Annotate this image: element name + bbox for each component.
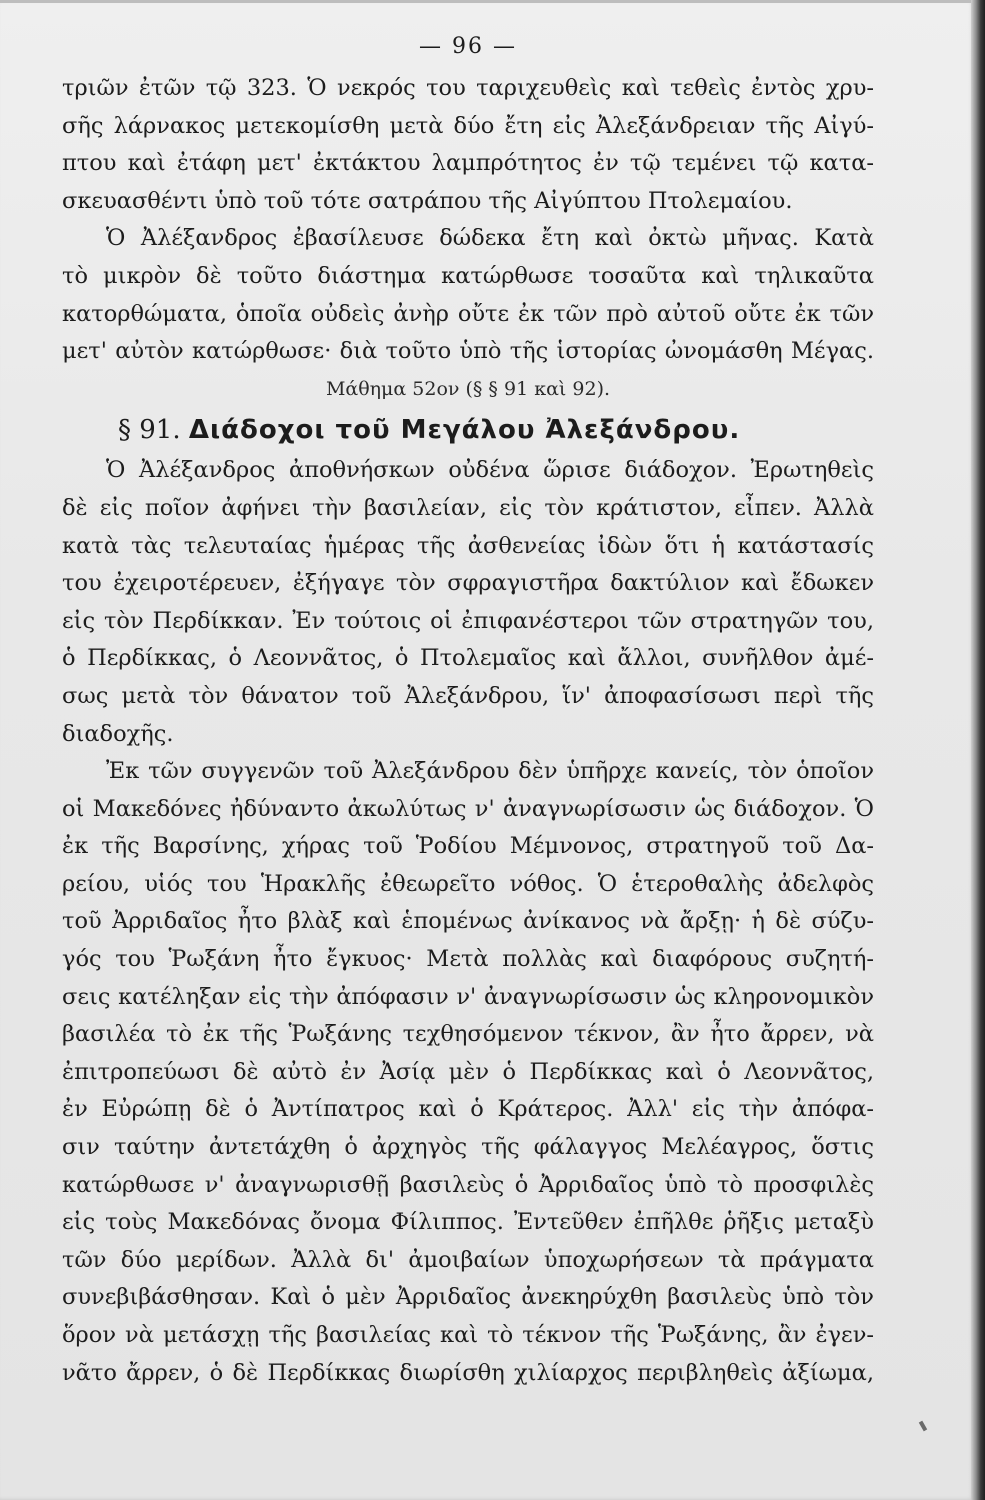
paragraph-2 xyxy=(62,220,874,370)
text-line: μετ' αὐτὸν κατώρθωσε· διὰ τοῦτο ὑπὸ τῆς ἱστορίας ὠνομάσθη Μέγας. xyxy=(62,338,874,365)
text-line: σως μετὰ τὸν θάνατον τοῦ Ἀλεξάνδρου, ἵν' ἀποφασίσωσι περὶ τῆς xyxy=(62,682,874,709)
text-line: κατώρθωσε ν' ἀναγνωρισθῇ βασιλεὺς ὁ Ἀρριδαῖος ὑπὸ τὸ προσφιλὲς xyxy=(62,1171,874,1198)
page-binding-shadow xyxy=(971,0,985,1500)
text-line: οἱ Μακεδόνες ἠδύναντο ἀκωλύτως ν' ἀναγνωρίσωσιν ὡς διάδοχον. Ὁ xyxy=(62,795,874,822)
text-line: γός του Ῥωξάνη ἦτο ἔγκυος· Μετὰ πολλὰς καὶ διαφόρους συζητή- xyxy=(62,946,874,973)
page-text xyxy=(62,30,874,1392)
text-line: εἰς τὸν Περδίκκαν. Ἐν τούτοις οἱ ἐπιφανέστεροι τῶν στρατηγῶν του, xyxy=(62,607,874,634)
text-line: νᾶτο ἄρρεν, ὁ δὲ Περδίκκας διωρίσθη χιλίαρχος περιβληθεὶς ἀξίωμα, xyxy=(62,1359,874,1386)
text-line: σῆς λάρνακος μετεκομίσθη μετὰ δύο ἔτη εἰς Ἀλεξάνδρειαν τῆς Αἰγύ- xyxy=(62,112,874,139)
text-line: συνεβιβάσθησαν. Καὶ ὁ μὲν Ἀρριδαῖος ἀνεκηρύχθη βασιλεὺς ὑπὸ τὸν xyxy=(62,1284,874,1311)
ink-speck xyxy=(919,1421,927,1432)
text-line: του ἐχειροτέρευεν, ἐξήγαγε τὸν σφραγιστῆρα δακτύλιον καὶ ἔδωκεν xyxy=(62,570,874,597)
text-line: Ὁ Ἀλέξανδρος ἀποθνήσκων οὐδένα ὥρισε διάδοχον. Ἐρωτηθεὶς xyxy=(106,457,874,484)
page-top-edge xyxy=(0,0,975,3)
text-line: κατὰ τὰς τελευταίας ἡμέρας τῆς ἀσθενείας ἰδὼν ὅτι ἡ κατάστασίς xyxy=(62,532,874,559)
text-line: τριῶν ἐτῶν τῷ 323. Ὁ νεκρός του ταριχευθεὶς καὶ τεθεὶς ἐντὸς χρυ- xyxy=(62,75,874,101)
paragraph-3 xyxy=(62,452,874,753)
text-line: σεις κατέληξαν εἰς τὴν ἀπόφασιν ν' ἀναγνωρίσωσιν ὡς κληρονομικὸν xyxy=(62,983,874,1010)
paragraph-4 xyxy=(62,753,874,1392)
text-line: ἐκ τῆς Βαρσίνης, χήρας τοῦ Ῥοδίου Μέμνονος, στρατηγοῦ τοῦ Δα- xyxy=(62,833,874,860)
text-line: σιν ταύτην ἀντετάχθη ὁ ἀρχηγὸς τῆς φάλαγγος Μελέαγρος, ὅστις xyxy=(62,1134,874,1161)
page-number: — 96 — xyxy=(419,34,517,59)
text-line: ὁ Περδίκκας, ὁ Λεοννᾶτος, ὁ Πτολεμαῖος καὶ ἄλλοι, συνῆλθον ἀμέ- xyxy=(62,645,874,672)
text-line: δὲ εἰς ποῖον ἀφήνει τὴν βασιλείαν, εἰς τὸν κράτιστον, εἶπεν. Ἀλλὰ xyxy=(62,494,874,521)
text-line: τὸ μικρὸν δὲ τοῦτο διάστημα κατώρθωσε τοσαῦτα καὶ τηλικαῦτα xyxy=(62,262,874,289)
text-line: ἐν Εὐρώπῃ δὲ ὁ Ἀντίπατρος καὶ ὁ Κράτερος. Ἀλλ' εἰς τὴν ἀπόφα- xyxy=(62,1096,874,1123)
text-line: ρείου, υἱός του Ἡρακλῆς ἐθεωρεῖτο νόθος. Ὁ ἑτεροθαλὴς ἀδελφὸς xyxy=(62,870,874,897)
text-line: τοῦ Ἀρριδαῖος ἦτο βλὰξ καὶ ἑπομένως ἀνίκανος νὰ ἄρξῃ· ἡ δὲ σύζυ- xyxy=(62,908,874,935)
lesson-note: Μάθημα 52ον (§ § 91 καὶ 92). xyxy=(325,377,611,400)
text-line: πτου καὶ ἐτάφη μετ' ἐκτάκτου λαμπρότητος ἐν τῷ τεμένει τῷ κατα- xyxy=(62,150,874,177)
section-heading xyxy=(62,408,874,452)
text-line: Ὁ Ἀλέξανδρος ἐβασίλευσε δώδεκα ἔτη καὶ ὀκτὼ μῆνας. Κατὰ xyxy=(106,225,874,252)
text-line: Ἐκ τῶν συγγενῶν τοῦ Ἀλεξάνδρου δὲν ὑπῆρχε κανείς, τὸν ὁποῖον xyxy=(106,758,874,785)
text-line: σκευασθέντι ὑπὸ τοῦ τότε σατράπου τῆς Αἰγύπτου Πτολεμαίου. xyxy=(62,187,793,214)
text-line: ὅρον νὰ μετάσχῃ τῆς βασιλείας καὶ τὸ τέκνον τῆς Ῥωξάνης, ἂν ἐγεν- xyxy=(62,1322,874,1348)
text-line: εἰς τοὺς Μακεδόνας ὄνομα Φίλιππος. Ἐντεῦθεν ἐπῆλθε ῥῆξις μεταξὺ xyxy=(62,1209,874,1236)
section-number: § 91. xyxy=(118,415,181,446)
text-line: ἐπιτροπεύωσι δὲ αὐτὸ ἐν Ἀσίᾳ μὲν ὁ Περδίκκας καὶ ὁ Λεοννᾶτος, xyxy=(62,1058,874,1085)
text-line: βασιλέα τὸ ἐκ τῆς Ῥωξάνης τεχθησόμενον τέκνον, ἂν ἦτο ἄρρεν, νὰ xyxy=(62,1021,874,1048)
section-title: Διάδοχοι τοῦ Μεγάλου Ἀλεξάνδρου. xyxy=(188,415,741,446)
text-line: διαδοχῆς. xyxy=(62,720,174,747)
text-line: κατορθώματα, ὁποῖα οὐδεὶς ἀνὴρ οὔτε ἐκ τῶν πρὸ αὐτοῦ οὔτε ἐκ τῶν xyxy=(62,300,874,327)
text-line: τῶν δύο μερίδων. Ἀλλὰ δι' ἀμοιβαίων ὑποχωρήσεων τὰ πράγματα xyxy=(62,1246,874,1273)
paragraph-1 xyxy=(62,70,874,220)
